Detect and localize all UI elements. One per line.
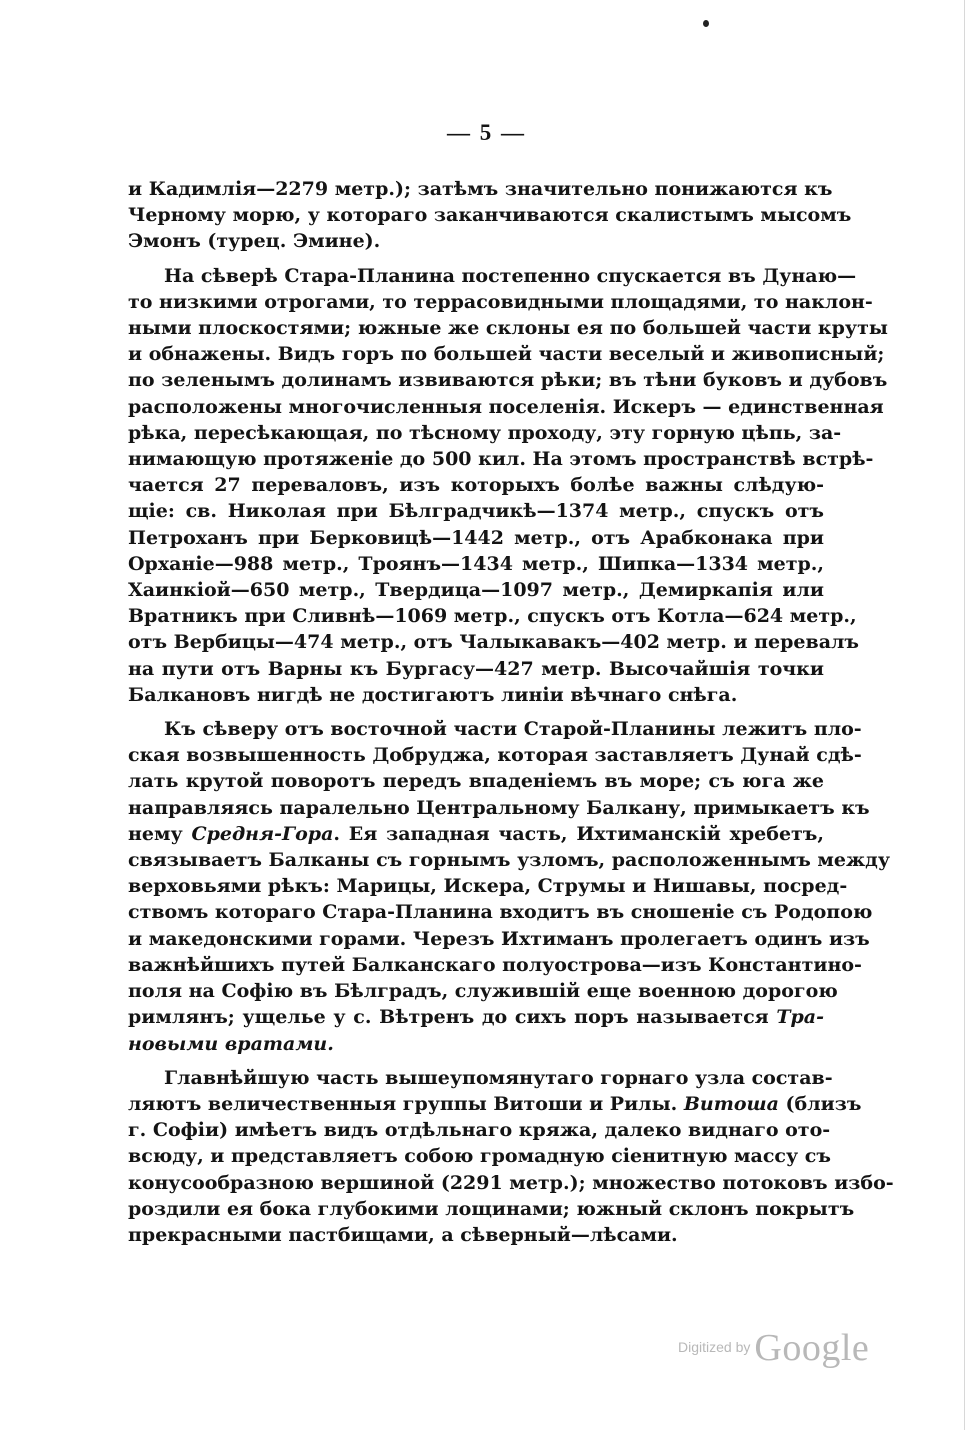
text-line [128,821,824,847]
text-line: лать крутой поворотъ передъ впаденіемъ въ море; съ юга же [128,770,824,793]
text-line: верховьями рѣкъ: Марицы, Искера, Струмы и Нишавы, посред- [128,875,848,898]
text-line: щіе: св. Николая при Бѣлградчикѣ—1374 метр., спускъ отъ [128,500,824,523]
italic-place-name: Витоша [683,1092,779,1115]
text-line: На сѣверѣ Стара-Планина постепенно спускается въ Дунаю— [164,264,857,287]
text-line [128,1031,824,1057]
text-line: Орханіе—988 метр., Троянъ—1434 метр., Шипка—1334 метр., [128,552,824,575]
paragraph-2 [128,263,888,708]
scan-speck [703,20,709,27]
text-line: и македонскими горами. Черезъ Ихтиманъ пролегаетъ одинъ изъ [128,927,870,950]
text-line: прекрасными пастбищами, а сѣверный—лѣсами. [128,1223,678,1246]
italic-place-name: Тра- [776,1006,824,1029]
text-line: и Кадимлія—2279 метр.); затѣмъ значительно понижаются къ [128,178,833,200]
text-run: нему [128,822,192,845]
text-line: роздили ея бока глубокими лощинами; южный склонъ покрытъ [128,1197,855,1220]
text-line: ствомъ котораго Стара-Планина входитъ въ сношеніе съ Родопою [128,901,873,924]
text-run: ляютъ величественныя группы Витоши и Рилы. [128,1092,684,1115]
text-line: рѣка, пересѣкающая, по тѣсному проходу, эту горную цѣпь, за- [128,421,842,444]
digitized-watermark [678,1326,869,1370]
text-line: Балкановъ нигдѣ не достигаютъ линіи вѣчнаго снѣга. [128,683,738,706]
page-body [128,176,894,1256]
text-run: (близъ [778,1092,862,1115]
text-line: и обнажены. Видъ горъ по большей части веселый и живописный; [128,343,885,366]
italic-place-name: Средня-Гора [191,822,334,845]
italic-place-name: новыми вратами. [128,1032,334,1055]
text-line: ными плоскостями; южные же склоны ея по большей части круты [128,317,888,340]
text-line: г. Софіи) имѣетъ видъ отдѣльнаго кряжа, далеко виднаго ото- [128,1119,831,1142]
text-line: всюду, и представляетъ собою громадную сіенитную массу съ [128,1145,831,1168]
text-run: римлянъ; ущелье у с. Вѣтренъ до сихъ поръ называется [128,1006,777,1029]
page-number: — 5 — [447,120,526,145]
text-line: Эмонъ (турец. Эмине). [128,230,381,253]
text-line [128,1004,824,1030]
paragraph-4 [128,1065,894,1248]
text-line: направляясь паралельно Центральному Балкану, примыкаетъ къ [128,796,870,819]
text-line: Черному морю, у котораго заканчиваются скалистымъ мысомъ [128,204,852,227]
text-line: то низкими отрогами, то террасовидными площадями, то наклон- [128,290,873,313]
text-line: нимающую протяженіе до 500 кил. На этомъ пространствѣ встрѣ- [128,448,874,471]
text-line: Главнѣйшую часть вышеупомянутаго горнаго узла состав- [164,1066,833,1089]
text-line [128,1091,862,1117]
text-line: Вратникъ при Сливнѣ—1069 метр., спускъ отъ Котла—624 метр., [128,605,857,628]
text-line: Хаинкіой—650 метр., Твердица—1097 метр., Демиркапія или [128,579,824,602]
text-line: Къ сѣверу отъ восточной части Старой-Планины лежитъ пло- [164,718,862,741]
text-line: важнѣйшихъ путей Балканскаго полуострова—изъ Константино- [128,953,862,976]
text-line: по зеленымъ долинамъ извиваются рѣки; въ тѣни буковъ и дубовъ [128,369,888,392]
page-edge [964,0,965,1430]
text-line: связываетъ Балканы съ горнымъ узломъ, расположеннымъ между [128,849,891,872]
google-logo: Google [754,1327,870,1369]
text-line: конусообразною вершиной (2291 метр.); множество потоковъ избо- [128,1171,894,1194]
text-line: Петроханъ при Берковицѣ—1442 метр., отъ Арабконака при [128,526,824,549]
watermark-prefix: Digitized by [678,1339,751,1355]
paragraph-3 [128,716,891,1057]
text-line: на пути отъ Варны къ Бургасу—427 метр. Высочайшія точки [128,657,824,680]
text-line: чается 27 переваловъ, изъ которыхъ болѣе важны слѣдую- [128,474,824,497]
text-line: поля на Софію въ Бѣлградъ, служившій еще военною дорогою [128,980,838,1003]
text-line: ская возвышенность Добруджа, которая заставляетъ Дунай сдѣ- [128,744,862,767]
paragraph-1 [128,176,852,255]
text-run: . Ея западная часть, Ихтиманскій хребетъ, [333,822,824,845]
text-line: отъ Вербицы—474 метр., отъ Чалыкавакъ—402 метр. и перевалъ [128,631,859,654]
text-line: расположены многочисленныя поселенія. Искеръ — единственная [128,395,884,418]
